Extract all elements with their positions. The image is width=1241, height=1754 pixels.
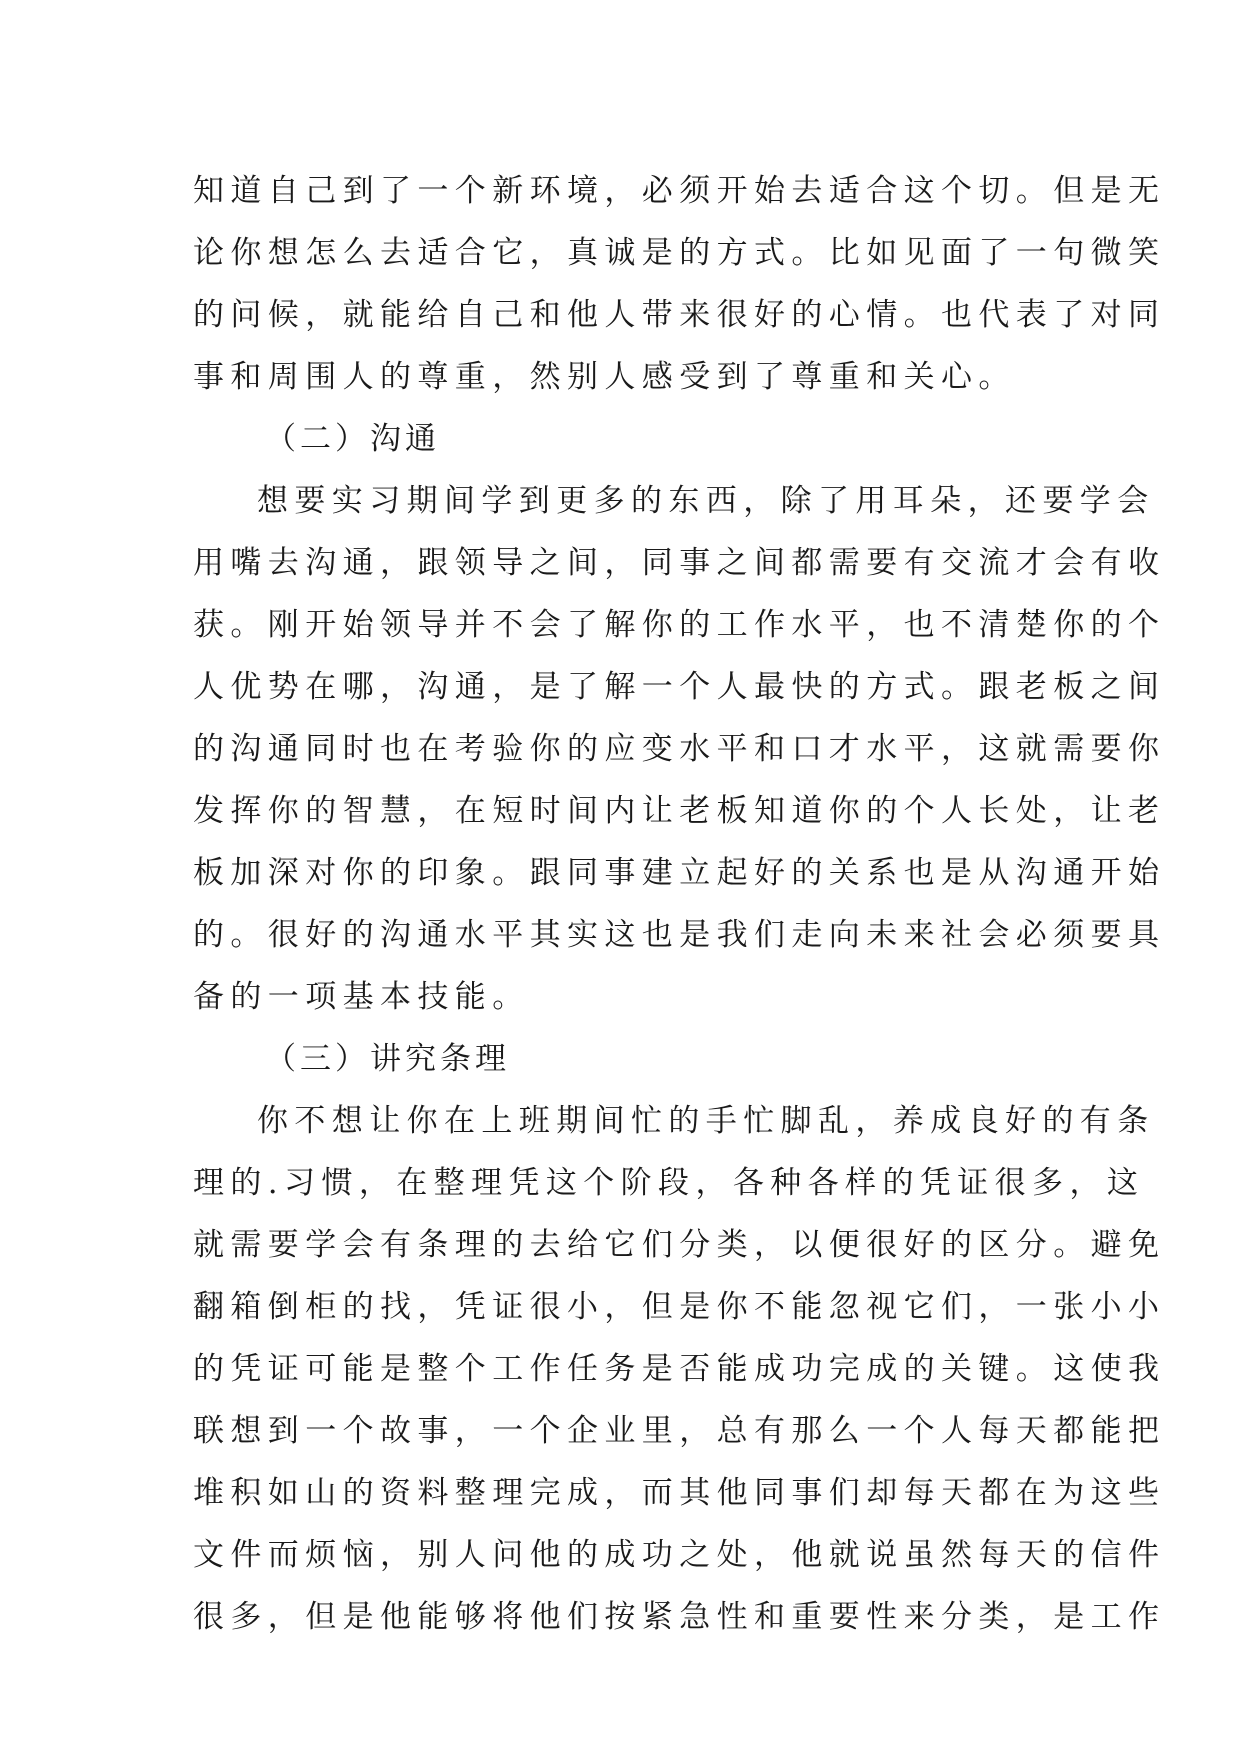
- body-text-line: 文件而烦恼，别人问他的成功之处，他就说虽然每天的信件: [193, 1537, 1166, 1573]
- body-text-line: 的沟通同时也在考验你的应变水平和口才水平，这就需要你: [193, 731, 1166, 767]
- body-text-line: 堆积如山的资料整理完成，而其他同事们却每天都在为这些: [193, 1475, 1166, 1511]
- body-text-line: 的。很好的沟通水平其实这也是我们走向未来社会必须要具: [193, 917, 1166, 953]
- body-text-line: 用嘴去沟通，跟领导之间，同事之间都需要有交流才会有收: [193, 545, 1166, 581]
- section-heading-communication: （二）沟通: [265, 421, 440, 457]
- document-body: [193, 160, 1166, 1648]
- body-text-line: 联想到一个故事，一个企业里，总有那么一个人每天都能把: [193, 1413, 1166, 1449]
- body-text-line: 翻箱倒柜的找，凭证很小，但是你不能忽视它们，一张小小: [193, 1289, 1166, 1325]
- body-text-line: 获。刚开始领导并不会了解你的工作水平，也不清楚你的个: [193, 607, 1166, 643]
- paragraph-first-line: 你不想让你在上班期间忙的手忙脚乱，养成良好的有条: [257, 1103, 1155, 1139]
- body-text-line: 的凭证可能是整个工作任务是否能成功完成的关键。这使我: [193, 1351, 1166, 1387]
- body-text-line: 就需要学会有条理的去给它们分类，以便很好的区分。避免: [193, 1227, 1166, 1263]
- body-text-line: 论你想怎么去适合它，真诚是的方式。比如见面了一句微笑: [193, 235, 1166, 271]
- body-text-line: 理的.习惯，在整理凭这个阶段，各种各样的凭证很多，这: [193, 1165, 1145, 1201]
- body-text-line: 很多，但是他能够将他们按紧急性和重要性来分类，是工作: [193, 1599, 1166, 1635]
- section-heading-organization: （三）讲究条理: [265, 1041, 510, 1077]
- body-text-line: 发挥你的智慧，在短时间内让老板知道你的个人长处，让老: [193, 793, 1166, 829]
- body-text-line: 板加深对你的印象。跟同事建立起好的关系也是从沟通开始: [193, 855, 1166, 891]
- paragraph-first-line: 想要实习期间学到更多的东西，除了用耳朵，还要学会: [257, 483, 1155, 519]
- body-text-line: 备的一项基本技能。: [193, 979, 530, 1015]
- body-text-line: 人优势在哪，沟通，是了解一个人最快的方式。跟老板之间: [193, 669, 1166, 705]
- body-text-line: 知道自己到了一个新环境，必须开始去适合这个切。但是无: [193, 173, 1166, 209]
- body-text-line: 的问候，就能给自己和他人带来很好的心情。也代表了对同: [193, 297, 1166, 333]
- body-text-line: 事和周围人的尊重，然别人感受到了尊重和关心。: [193, 359, 1016, 395]
